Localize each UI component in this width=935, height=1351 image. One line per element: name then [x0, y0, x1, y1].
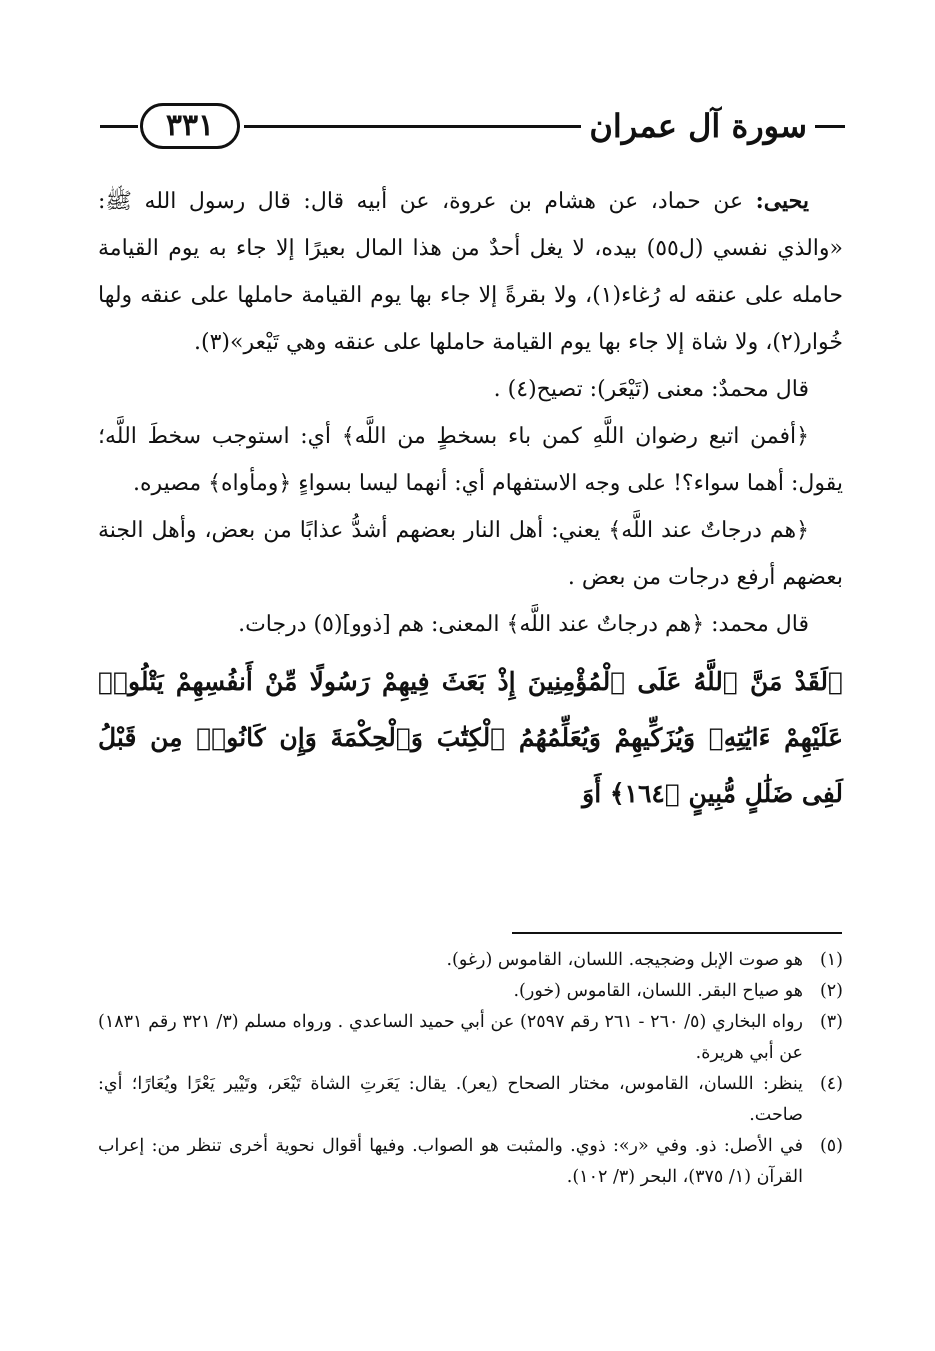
- footnote-text: هو صياح البقر. اللسان، القاموس (خور).: [513, 981, 803, 1001]
- footnote-text: ينظر: اللسان، القاموس، مختار الصحاح (يعر). يقال: يَعَرتِ الشاة تَيْعَر، وتَيْير يَعْرًا ويُعَارًا؛ أي: صاحت.: [98, 1074, 803, 1125]
- paragraph-tafsir-3: قال محمد: ﴿هم درجاتٌ عند اللَّه﴾ المعنى: هم [ذوو](٥) درجات.: [238, 612, 809, 637]
- footnote-number: (٢): [819, 981, 843, 1001]
- paragraph-meaning: قال محمدٌ: معنى (تَيْعَر): تصيح(٤) .: [493, 377, 809, 402]
- footnote-number: (٤): [819, 1074, 843, 1094]
- header-rule: [244, 125, 581, 128]
- main-text: [98, 178, 843, 822]
- quran-verse: [98, 654, 843, 822]
- footnote-item: [98, 1131, 843, 1193]
- quran-verse-text: ﴿لَقَدْ مَنَّ ٱللَّهُ عَلَى ٱلْمُؤْمِنِينَ إِذْ بَعَثَ فِيهِمْ رَسُولًا مِّنْ أَنفُسِهِمْ يَتْلُوا۟ عَلَيْهِمْ ءَايَٰتِهِۦ وَيُزَكِّيهِمْ وَيُعَلِّمُهُمُ ٱلْكِتَٰبَ وَٱلْحِكْمَةَ وَإِن كَانُوا۟ مِن قَبْلُ لَفِى ضَلَٰلٍ مُّبِينٍ ﴿١٦٤﴾ أَوَ: [98, 667, 843, 808]
- footnote-number: (٣): [819, 1012, 843, 1032]
- footnote-number: (٥): [819, 1136, 843, 1156]
- footnote-text: في الأصل: ذو. وفي «ر»: ذوي. والمثبت هو الصواب. وفيها أقوال نحوية أخرى تنظر من: إعراب القرآن (١/ ٣٧٥)، البحر (٣/ ١٠٢).: [98, 1136, 803, 1187]
- footnote-number: (١): [819, 950, 843, 970]
- paragraph-lead: يحيى:: [755, 188, 809, 214]
- paragraph-tafsir-2: ﴿هم درجاتٌ عند اللَّه﴾ يعني: أهل النار بعضهم أشدُّ عذابًا من بعض، وأهل الجنة بعضهم أرفع درجات من بعض .: [98, 518, 843, 590]
- footnote-separator: [512, 932, 842, 934]
- footnote-text: هو صوت الإبل وضجيجه. اللسان، القاموس (رغو).: [446, 950, 803, 970]
- paragraph-hadith-text: عن حماد، عن هشام بن عروة، عن أبيه قال: قال رسول الله ﷺ: «والذي نفسي (ل٥٥) بيده، لا يغل أحدٌ من هذا المال بعيرًا إلا جاء به يوم القيامة حامله على عنقه له رُغاء(١)، ولا بقرةً إلا جاء بها يوم القيامة حاملها على عنقه ولها خُوار(٢)، ولا شاة إلا جاء بها يوم القيامة حاملها على عنقه وهي تَيْعر»(٣).: [98, 189, 843, 355]
- header-left-dash: [100, 125, 138, 128]
- footnote-text: رواه البخاري (٥/ ٢٦٠ - ٢٦١ رقم ٢٥٩٧) عن أبي حميد الساعدي . ورواه مسلم (٣/ ٣٢١ رقم ١٨٣١) عن أبي هريرة.: [98, 1012, 804, 1063]
- paragraph-hadith: [98, 178, 843, 366]
- header-right-dash: [815, 125, 845, 128]
- footnotes: [98, 945, 843, 1193]
- surah-title: سورة آل عمران: [589, 107, 807, 145]
- paragraph-tafsir-1: ﴿أفمن اتبع رضوان اللَّهِ كمن باء بسخطٍ من اللَّه﴾ أي: استوجب سخطَ اللَّه؛ يقول: أهما سواء؟! على وجه الاستفهام أي: أنهما ليسا بسواءٍ ﴿ومأواه﴾ مصيره.: [98, 424, 843, 496]
- footnote-item: [98, 945, 843, 976]
- page-number: ٣٣١: [140, 103, 240, 149]
- footnote-item: [98, 976, 843, 1007]
- footnote-item: [98, 1069, 843, 1131]
- footnote-item: [98, 1007, 843, 1069]
- page-header: [100, 98, 845, 154]
